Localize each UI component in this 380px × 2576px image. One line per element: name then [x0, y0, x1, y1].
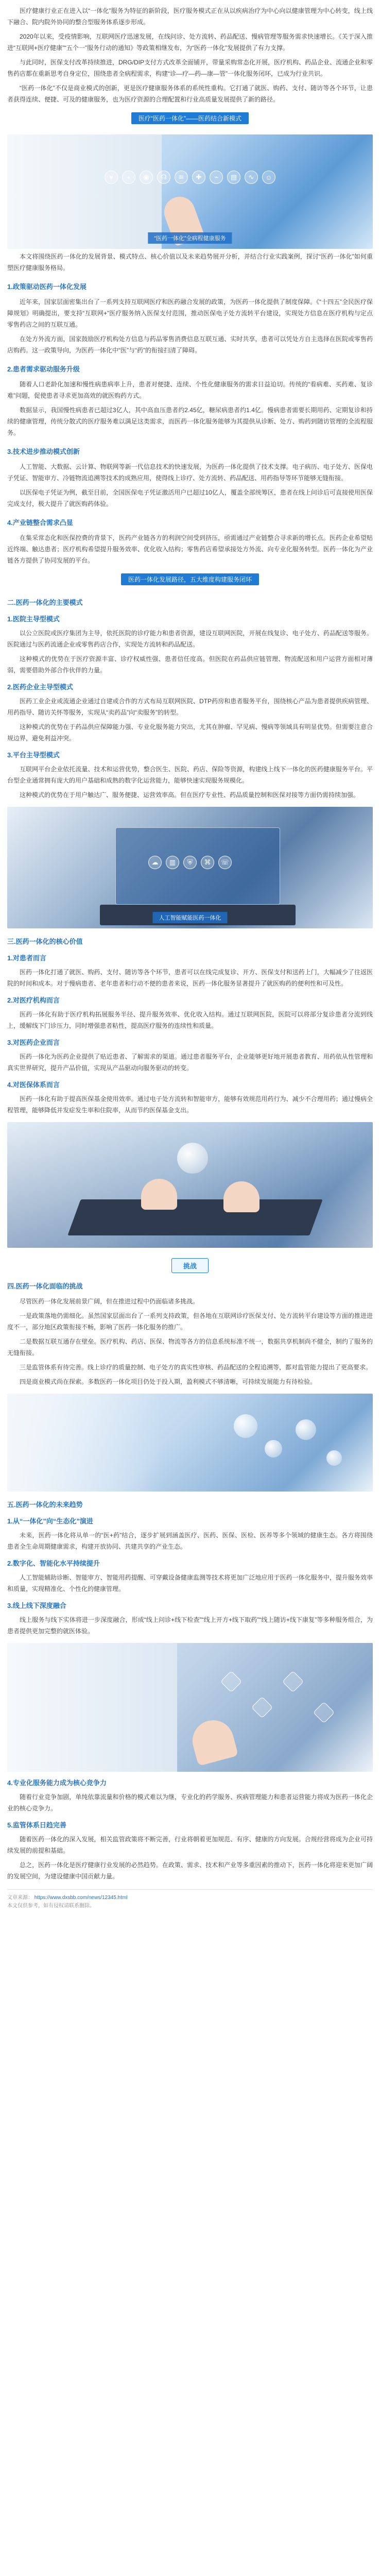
hero-image-medical-icons [7, 134, 373, 249]
hexagon-icon [282, 1671, 304, 1692]
body-paragraph: 在处方外流方面，国家鼓励医疗机构处方信息与药品零售消费信息互联互通、实时共享，患者可以凭处方自主选择在医院或零售药店购药。这一政策导向，为医药一体化中“医”与“药”的衔接扫清了障碍。 [7, 335, 373, 354]
hero-image-digital-health [7, 807, 373, 928]
article-footer [7, 1889, 373, 1910]
section-intro-paragraph: 本文将围绕医药一体化的发展背景、模式特点、核心价值以及未来趋势展开分析，并结合行业实践案例，探讨“医药一体化”如何重塑医疗健康服务格局。 [7, 253, 373, 272]
shield-icon: ⛨ [183, 856, 197, 869]
cross-icon: ✚ [192, 171, 205, 184]
body-paragraph: 尽管医药一体化发展前景广阔，但在推进过程中仍面临诸多挑战。 [20, 1298, 199, 1305]
subsection-heading: 2.数字化、智能化水平持续提升 [7, 1560, 100, 1567]
body-paragraph: 医药一体化有助于提高医保基金使用效率。通过电子处方流转和智能审方，能够有效规范用药行为、减少不合理用药；通过慢病全程管理，能够降低并发症发生率和住院率，从而节约医保基金支出。 [7, 1095, 373, 1114]
pill-bubble [326, 1450, 342, 1466]
hand-shape [188, 1716, 238, 1766]
body-paragraph: 人工智能、大数据、云计算、物联网等新一代信息技术的快速发展，为医药一体化提供了技术支撑。电子病历、电子处方、医保电子凭证、智能审方、冷链物流追溯等技术的成熟应用，使得线上诊疗、处方流转、药品配送、用药指导等环节能够无缝衔接。 [7, 463, 373, 482]
body-paragraph: 医药工业企业或流通企业通过自建或合作的方式布局互联网医院、DTP药房和患者服务平台，围绕核心产品为患者提供疾病管理、用药指导、随访关怀等服务，实现从“卖药品”向“卖服务”的转型。 [7, 698, 373, 716]
subsection-heading: 5.监管体系日趋完善 [7, 1821, 66, 1829]
pulse-icon: ∿ [245, 171, 258, 184]
body-paragraph: 线上服务与线下实体将进一步深度融合，形成“线上问诊+线下检查”“线上开方+线下取药”“线上随访+线下康复”等多种服务组合，为患者提供更加完整的就医体验。 [7, 1616, 373, 1635]
hero-image-doctor-hexagons [7, 1643, 373, 1772]
subsection-heading: 4.专业化服务能力成为核心竞争力 [7, 1779, 107, 1787]
body-paragraph: 随着人口老龄化加速和慢性病患病率上升，患者对便捷、连续、个性化健康服务的需求日益迫切。传统的“看病难、买药难、复诊难”问题，促使患者寻求更加高效的就医购药方式。 [7, 381, 373, 399]
body-paragraph: 随着行业竞争加剧，单纯依靠流量和价格的模式难以为继，专业化的药学服务、疾病管理能力和患者运营能力将成为医药一体化企业的核心竞争力。 [7, 1793, 373, 1812]
hero-1-caption: “医药一体化”全病程健康服务 [148, 232, 232, 244]
subsection-heading: 3.对医药企业而言 [7, 1039, 60, 1046]
subsection-heading: 1.从“一体化”向“生态化”演进 [7, 1517, 93, 1525]
pill-bubble [265, 1440, 282, 1458]
phone-icon: ☏ [218, 856, 232, 869]
banner-1-wrap [7, 108, 373, 128]
dna-icon: ≋ [175, 171, 188, 184]
doctor-coat-shape [7, 134, 162, 249]
body-paragraph: 这种模式的优势在于药品供应保障能力强、专业化服务能力突出，尤其在肿瘤、罕见病、慢病等领域具有明显优势。但需要注意合规边界，避免利益冲突。 [7, 723, 373, 742]
banner-2-wrap [7, 569, 373, 589]
section-heading: 3.技术进步推动模式创新 [7, 448, 80, 455]
body-paragraph: 这种模式的优势在于用户触达广、服务便捷、运营效率高。但在医疗专业性、药品质量控制和医保对接等方面仍需持续加强。 [20, 791, 360, 799]
body-paragraph: 医药一体化打通了就医、购药、支付、随访等各个环节，患者可以在线完成复诊、开方、医保支付和送药上门，大幅减少了往返医院的时间和成本。对于慢病患者、老年患者和行动不便的患者来说，医药一体化服务显著提升了就医购药的便利性和可及性。 [7, 969, 373, 987]
network-icon: ⌘ [201, 856, 214, 869]
source-label: 文章来源： [7, 1895, 33, 1901]
body-paragraph: 以医保电子凭证为例，截至目前，全国医保电子凭证激活用户已超过10亿人，覆盖全部统筹区，患者在线上问诊后可直接使用医保完成支付，极大提升了就医购药体验。 [7, 489, 373, 507]
body-paragraph: 这种模式的优势在于医疗资源丰富、诊疗权威性强、患者信任度高。但医院在药品供应链管理、物流配送和用户运营方面相对薄弱，需要借助外部合作伙伴的力量。 [7, 655, 373, 674]
challenge-tag: 挑战 [171, 1258, 209, 1273]
hexagon-icon [313, 1702, 335, 1723]
subsection-heading: 1.医院主导型模式 [7, 615, 60, 623]
body-paragraph: 数据显示，我国慢性病患者已超过3亿人，其中高血压患者约2.45亿，糖尿病患者约1.4亿。慢病患者需要长期用药、定期复诊和持续的健康管理，传统分散式的医疗服务难以满足这类需求，而医药一体化服务能够为其提供从诊断、处方、购药到随访管理的全流程服务。 [7, 406, 373, 436]
source-link[interactable]: https://www.dxsbb.com/news/12345.html [34, 1895, 128, 1901]
doctor-coat-shape [7, 1394, 162, 1492]
stethoscope-icon: ☊ [157, 171, 170, 184]
digital-icons-row [7, 856, 373, 869]
section-heading: 三.医药一体化的核心价值 [7, 938, 83, 945]
body-paragraph: 随着医药一体化的深入发展，相关监管政策将不断完善，行业将朝着更加规范、有序、健康的方向发展。合规经营将成为企业可持续发展的前提和基础。 [7, 1836, 373, 1854]
hexagon-icon [220, 1671, 242, 1692]
user-icon: ☺ [262, 171, 275, 184]
hero-image-laptop-doctor [7, 1122, 373, 1248]
intro-block [7, 5, 373, 105]
subsection-heading: 1.对患者而言 [7, 954, 46, 962]
section-heading: 二.医药一体化的主要模式 [7, 599, 83, 606]
body-paragraph: 人工智能辅助诊断、智能审方、智能用药提醒、可穿戴设备健康监测等技术将更加广泛地应用于医药一体化服务中，提升服务效率和质量，实现精准化、个性化的健康管理。 [7, 1574, 373, 1592]
subsection-heading: 3.线上线下深度融合 [7, 1602, 66, 1609]
body-paragraph: 医药一体化有助于医疗机构拓展服务半径、提升服务效率、优化收入结构。通过互联网医院，医院可以将部分复诊患者分流到线上，缓解线下门诊压力，同时增强患者粘性，提高医疗服务的连续性和质量。 [7, 1011, 373, 1029]
doctor-coat-shape [7, 1643, 177, 1772]
body-paragraph: 一是政策落地仍需细化。虽然国家层面出台了一系列支持政策，但各地在互联网诊疗医保支付、处方流转平台建设等方面的推进进度不一，部分地区政策衔接不畅，影响了医药一体化服务的推广。 [7, 1312, 373, 1331]
body-paragraph: 医药一体化为医药企业提供了贴近患者、了解需求的渠道。通过患者服务平台，企业能够更好地开展患者教育、用药依从性管理和真实世界研究，提升产品价值，实现从产品驱动向服务驱动的转变。 [7, 1053, 373, 1072]
body-paragraph: 二是数据互联互通存在壁垒。医疗机构、药店、医保、物流等各方的信息系统标准不统一，数据共享机制尚不健全，制约了服务的无缝衔接。 [7, 1338, 373, 1357]
intro-paragraph: 与此同时，医保支付改革持续推进，DRG/DIP支付方式改革全面铺开，带量采购常态化开展，医疗机构、药品企业、流通企业和零售药店都在重新思考自身定位，围绕患者全病程需求，构建“诊—疗—药—康—管”一体化服务闭环，已成为行业共识。 [7, 59, 373, 77]
disclaimer-note: 本文仅供参考，如有侵权请联系删除。 [7, 1903, 95, 1909]
hero-image-pills [7, 1394, 373, 1492]
keyboard-shape [67, 1199, 322, 1235]
banner-1: 医疗“医药一体化”——医药结合新模式 [131, 112, 249, 124]
chart-icon: ▥ [166, 856, 179, 869]
body-paragraph: 以公立医院或医疗集团为主导，依托医院的诊疗能力和患者资源，建设互联网医院，开展在线复诊、电子处方、药品配送等服务。医院通过与医药流通企业或零售药店合作，实现处方流转和药品配送。 [7, 630, 373, 648]
challenge-tag-wrap [7, 1258, 373, 1273]
pill-bubble [234, 1414, 257, 1438]
hexagon-icon [251, 1697, 273, 1718]
body-paragraph: 在集采常态化和医保控费的背景下，医药产业链各方的利润空间受到挤压，亟需通过产业链整合寻求新的增长点。医药企业希望贴近终端、触达患者；医疗机构希望提升服务效率、优化收入结构；零售药店希望承接处方外流、向专业化服务转型。医药一体化为产业链各方提供了协同发展的平台。 [7, 534, 373, 564]
glow-orb [177, 1143, 208, 1174]
body-paragraph: 三是监管体系有待完善。线上诊疗的质量控制、电子处方的真实性审核、药品配送的全程追溯等，都对监管能力提出了更高要求。 [20, 1364, 372, 1371]
plus-icon: + [122, 171, 135, 184]
intro-paragraph: 医疗健康行业正在进入以“一体化”服务为特征的新阶段，医疗服务模式正在从以疾病治疗为中心向以健康管理为中心转变，线上线下融合、院内院外协同的整合型服务体系逐步形成。 [7, 7, 373, 26]
clipboard-icon: ▤ [227, 171, 240, 184]
section-heading: 五.医药一体化的未来趋势 [7, 1501, 83, 1509]
section-heading: 4.产业链整合需求凸显 [7, 519, 73, 527]
section-heading: 2.患者需求驱动服务升级 [7, 365, 80, 373]
pill-icon: ◉ [140, 171, 153, 184]
cloud-icon: ☁ [148, 856, 162, 869]
heart-icon: ♥ [105, 171, 118, 184]
subsection-heading: 2.对医疗机构而言 [7, 996, 60, 1004]
section-heading: 四.医药一体化面临的挑战 [7, 1282, 83, 1290]
pill-bubble [296, 1419, 316, 1440]
body-paragraph: 互联网平台企业依托流量、技术和运营优势，整合医生、医院、药店、保险等资源，构建线上线下一体化的医药健康服务平台。平台型企业通常拥有庞大的用户基础和成熟的数字化运营能力，能够快速实现服务规模化。 [7, 766, 373, 784]
subsection-heading: 3.平台主导型模式 [7, 751, 60, 759]
body-paragraph: 未来，医药一体化将从单一的“医+药”结合，逐步扩展到涵盖医疗、医药、医保、医检、医养等多个领域的健康生态。各方将围绕患者全生命周期健康需求，构建开放协同、共建共享的产业生态。 [7, 1532, 373, 1550]
banner-2: 医药一体化发展路径，五大维度构建服务闭环 [121, 573, 259, 585]
section-heading: 1.政策驱动医药一体化发展 [7, 283, 87, 291]
closing-paragraph: 总之，医药一体化是医疗健康行业发展的必然趋势。在政策、需求、技术和产业等多重因素的推动下，医药一体化将迎来更加广阔的发展空间，为建设健康中国贡献力量。 [7, 1861, 373, 1880]
body-paragraph: 四是商业模式尚在探索。多数医药一体化项目仍处于投入期，盈利模式不够清晰，可持续发展能力有待检验。 [20, 1378, 317, 1385]
subsection-heading: 2.医药企业主导型模式 [7, 683, 73, 691]
medical-icons-row [7, 171, 373, 184]
intro-paragraph: “医药一体化”不仅是商业模式的创新，更是医疗健康服务体系的系统性重构。它打通了就医、购药、支付、随访等各个环节，让患者获得连续、便捷、可及的健康服务，也为医疗资源的合理配置和行业高质量发展提供了新的路径。 [7, 84, 373, 103]
hero-2-caption: 人工智能赋能医药一体化 [153, 912, 228, 923]
body-paragraph: 近年来，国家层面密集出台了一系列支持互联网医疗和医药融合发展的政策，为医药一体化提供了制度保障。《“十四五”全民医疗保障规划》明确提出，要支持“互联网+”医疗服务纳入医保支付范围，推动医保电子处方流转平台建设，实现处方信息在医疗机构与定点零售药店之间的互联互通。 [7, 298, 373, 328]
subsection-heading: 4.对医保体系而言 [7, 1081, 60, 1089]
intro-paragraph: 2020年以来，受疫情影响，互联网医疗迅速发展，在线问诊、处方流转、药品配送、慢病管理等服务需求快速增长。《关于深入推进“互联网+医疗健康”“五个一”服务行动的通知》等政策相继发布，为“医药一体化”发展提供了有力支撑。 [7, 33, 373, 52]
syringe-icon: ⌁ [210, 171, 223, 184]
